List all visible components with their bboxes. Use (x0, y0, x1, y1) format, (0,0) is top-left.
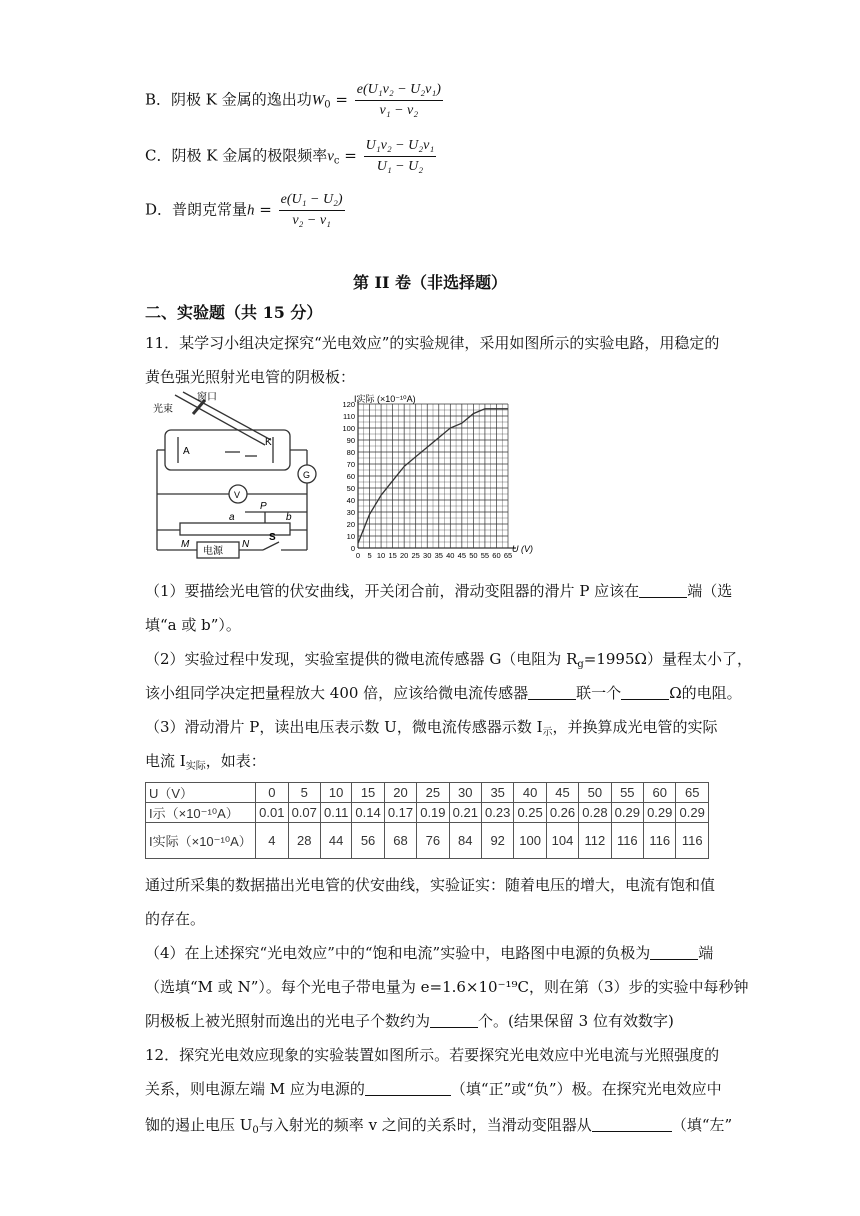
label-a: a (229, 512, 235, 523)
table-cell: 104 (546, 823, 578, 859)
table-header-cell: 50 (579, 783, 611, 803)
q11-part3-line4: 的存在。 (145, 910, 206, 928)
q11-part1-line1 (145, 580, 732, 601)
answer-blank-7[interactable] (592, 1117, 672, 1132)
y-tick-label: 110 (343, 412, 355, 421)
table-cell: 92 (481, 823, 513, 859)
table-cell: 0.01 (256, 803, 288, 823)
table-cell: 116 (676, 823, 709, 859)
y-tick-label: 80 (346, 448, 355, 457)
x-tick-label: 45 (457, 551, 467, 560)
q11-part4-a2: 端 (698, 944, 714, 962)
chart-grid (358, 400, 516, 548)
option-b-lhs: W (311, 92, 325, 109)
table-cell: 0.25 (514, 803, 546, 823)
answer-blank-3[interactable] (621, 685, 669, 700)
answer-blank-4[interactable] (650, 945, 698, 960)
y-tick-label: 0 (350, 544, 355, 553)
q12-line2 (145, 1078, 722, 1099)
q11-part3-line1 (145, 716, 718, 738)
y-tick-label: 10 (346, 532, 355, 541)
table-cell: 0.29 (676, 803, 709, 823)
answer-blank-1[interactable] (639, 583, 687, 598)
table-header-cell: 60 (644, 783, 676, 803)
table-header-cell: 65 (676, 783, 709, 803)
q11-part2-text2: =1995Ω）量程太小了， (583, 650, 752, 668)
option-d-numerator: e(U₁ − U₂) (279, 190, 345, 211)
label-beam: 光束 (153, 404, 173, 415)
label-p: P (260, 501, 267, 512)
option-b-fraction (355, 80, 443, 121)
y-tick-label: 90 (346, 436, 355, 445)
q12-line2b: （填“正”或“负”）极。在探究光电效应中 (450, 1080, 722, 1098)
table-cell: 0.29 (611, 803, 643, 823)
chart-ylabel: I实际 (×10⁻¹⁰A) (354, 394, 416, 404)
table-header-cell: 25 (417, 783, 449, 803)
table-cell: 0.26 (546, 803, 578, 823)
option-b-numerator: e(U₁v₂ − U₂v₁) (355, 80, 443, 101)
answer-blank-5[interactable] (430, 1013, 478, 1028)
q11-part4-a1: （4）在上述探究“光电效应”中的“饱和电流”实验中，电路图中电源的负极为 (145, 944, 651, 962)
q11-part2-text: （2）实验过程中发现，实验室提供的微电流传感器 G（电阻为 R (145, 650, 578, 668)
x-tick-label: 60 (492, 551, 501, 560)
table-header-cell: 15 (352, 783, 384, 803)
option-b: B．阴极 K 金属的逸出功$W_0$ = $\frac{\text{e(U₁v₂ − U₂v₁)}}{\text{v₁ − v₂}}$ (145, 80, 443, 121)
table-header-row (146, 783, 709, 803)
x-tick-label: 40 (446, 551, 455, 560)
x-tick-label: 55 (480, 551, 490, 560)
x-tick-label: 50 (469, 551, 478, 560)
y-tick-labels (342, 400, 355, 553)
x-tick-label: 0 (355, 551, 361, 560)
q11-part1-text: （1）要描绘光电管的伏安曲线，开关闭合前，滑动变阻器的滑片 P 应该在 (145, 582, 640, 600)
u0-subscript: 0 (252, 1125, 259, 1136)
option-c-prefix: C．阴极 K 金属的极限频率 (145, 146, 328, 165)
table-cell: 0.14 (352, 803, 384, 823)
x-tick-label: 15 (388, 551, 397, 560)
table-cell: 116 (611, 823, 643, 859)
table-header-cell: 35 (481, 783, 513, 803)
q11-part4-line1 (145, 942, 713, 963)
y-tick-label: 40 (346, 496, 355, 505)
table-header-cell: 0 (256, 783, 288, 803)
part-title: 二、实验题（共 15 分） (145, 303, 323, 322)
q12-line3c: （填“左” (671, 1116, 733, 1134)
q11-part4-line3 (145, 1010, 674, 1031)
option-c: C．阴极 K 金属的极限频率$v_c$ = $\frac{\text{U₁v₂ − U₂v₁}}{\text{U₁ − U₂}}$ (145, 136, 436, 177)
section-title: 第 II 卷（非选择题） (352, 273, 508, 292)
label-v: V (234, 490, 241, 500)
table-cell: 0.07 (288, 803, 320, 823)
option-b-denominator: v₁ − v₂ (379, 103, 419, 118)
table-cell: 28 (288, 823, 320, 859)
table-cell: 100 (514, 823, 546, 859)
table-header-cell: 5 (288, 783, 320, 803)
table-cell: 56 (352, 823, 384, 859)
x-tick-label: 20 (399, 551, 409, 560)
q12-line3a: 铷的遏止电压 U (145, 1116, 253, 1134)
q11-part2-b2: 联一个 (576, 684, 622, 702)
x-tick-labels (356, 551, 512, 560)
table-row-label: I示（×10⁻¹⁰A） (146, 803, 256, 823)
table-cell: 0.29 (644, 803, 676, 823)
q11-part3-b2: ，如表： (205, 752, 266, 770)
option-c-denominator: U₁ − U₂ (376, 159, 424, 174)
x-tick-label: 5 (367, 551, 372, 560)
q11-part2-b3: Ω的电阻。 (669, 684, 742, 702)
table-header-cell: 20 (384, 783, 416, 803)
q11-part2-line1 (145, 648, 752, 670)
label-k: K (265, 437, 272, 448)
x-tick-label: 30 (423, 551, 432, 560)
q11-part4-c2: 个。(结果保留 3 位有效数字) (478, 1012, 674, 1030)
q11-part1-line2: 填“a 或 b”）。 (145, 616, 241, 634)
y-tick-label: 60 (346, 472, 355, 481)
option-d-denominator: v₂ − v₁ (292, 213, 331, 228)
option-d-fraction (279, 190, 345, 231)
data-table (145, 782, 709, 859)
i-show-subscript: 示 (542, 727, 553, 738)
table-cell: 84 (449, 823, 481, 859)
table-cell: 0.11 (320, 803, 351, 823)
i-actual-subscript: 实际 (185, 761, 206, 772)
y-tick-label: 20 (346, 520, 355, 529)
y-tick-label: 100 (342, 424, 355, 433)
table-header-cell: 55 (611, 783, 643, 803)
iv-curve-chart (330, 392, 560, 572)
table-cell: 44 (320, 823, 351, 859)
q12-line3b: 与入射光的频率 v 之间的关系时，当滑动变阻器从 (258, 1116, 592, 1134)
q11-part3-a2: ，并换算成光电管的实际 (552, 718, 718, 736)
y-tick-label: 120 (342, 400, 355, 409)
x-tick-label: 10 (376, 551, 386, 560)
label-a-anode: A (183, 446, 190, 457)
q11-part1-suffix: 端（选 (687, 582, 733, 600)
table-cell: 0.17 (384, 803, 416, 823)
q12-line2a: 关系，则电源左端 M 应为电源的 (145, 1080, 365, 1098)
option-b-lhs-sub: 0 (324, 99, 331, 111)
q11-line2: 黄色强光照射光电管的阴极板： (145, 368, 356, 386)
table-cell: 0.23 (481, 803, 513, 823)
y-tick-label: 50 (346, 484, 355, 493)
q11-part3-b1: 电流 I (145, 752, 186, 770)
q11-line1: 11．某学习小组决定探究“光电效应”的实验规律，采用如图所示的实验电路，用稳定的 (145, 334, 720, 352)
x-tick-label: 25 (411, 551, 420, 560)
circuit-diagram (145, 390, 325, 570)
option-c-lhs-sub: c (333, 155, 340, 167)
label-n: N (242, 539, 250, 550)
q11-part4-c1: 阴极板上被光照射而逸出的光电子个数约为 (145, 1012, 431, 1030)
label-m: M (181, 539, 190, 550)
option-d-prefix: D．普朗克常量 (145, 200, 248, 219)
table-cell: 0.21 (449, 803, 481, 823)
answer-blank-2[interactable] (528, 685, 576, 700)
table-row-i-actual (146, 823, 709, 859)
q11-part3-a1: （3）滑动滑片 P，读出电压表示数 U，微电流传感器示数 I (145, 718, 543, 736)
table-cell: 116 (644, 823, 676, 859)
answer-blank-6[interactable] (365, 1081, 451, 1096)
q12-line3 (145, 1114, 732, 1136)
label-window: 窗口 (197, 392, 217, 403)
q11-part3-line2 (145, 750, 266, 772)
option-d: D．普朗克常量h = $\frac{\text{e(U₁ − U₂)}}{\text{v₂ − v₁}}$ (145, 190, 345, 231)
q11-part3-line3: 通过所采集的数据描出光电管的伏安曲线，实验证实：随着电压的增大，电流有饱和值 (145, 876, 716, 894)
label-s: S (269, 532, 276, 543)
q11-part2-b1: 该小组同学决定把量程放大 400 倍，应该给微电流传感器 (145, 684, 529, 702)
option-d-lhs: h (247, 202, 255, 219)
table-cell: 68 (384, 823, 416, 859)
option-b-prefix: B．阴极 K 金属的逸出功 (145, 90, 312, 109)
rg-subscript: g (577, 659, 584, 670)
option-c-numerator: U₁v₂ − U₂v₁ (364, 136, 437, 157)
q12-line1: 12．探究光电效应现象的实验装置如图所示。若要探究光电效应中光电流与光照强度的 (145, 1046, 720, 1064)
table-cell: 0.28 (579, 803, 611, 823)
table-header-label: U（V） (146, 783, 256, 803)
table-cell: 112 (579, 823, 611, 859)
table-cell: 0.19 (417, 803, 449, 823)
table-row-label: I实际（×10⁻¹⁰A） (146, 823, 256, 859)
table-row-i-show (146, 803, 709, 823)
table-cell: 76 (417, 823, 449, 859)
label-g: G (303, 470, 311, 480)
q11-part4-line2: （选填“M 或 N”）。每个光电子带电量为 e=1.6×10⁻¹⁹C，则在第（3）步的实验中每秒钟 (145, 978, 749, 996)
table-header-cell: 30 (449, 783, 481, 803)
x-tick-label: 35 (434, 551, 443, 560)
table-cell: 4 (256, 823, 288, 859)
table-header-cell: 10 (320, 783, 351, 803)
label-b: b (286, 512, 292, 523)
option-c-fraction (364, 136, 437, 177)
option-c-lhs: v (327, 148, 334, 165)
y-tick-label: 30 (346, 508, 355, 517)
x-tick-label: 65 (503, 551, 513, 560)
y-tick-label: 70 (346, 460, 355, 469)
chart-xlabel: U (V) (512, 544, 533, 554)
label-source: 电源 (203, 546, 223, 557)
table-header-cell: 45 (546, 783, 578, 803)
q11-part2-line2 (145, 682, 742, 703)
table-header-cell: 40 (514, 783, 546, 803)
